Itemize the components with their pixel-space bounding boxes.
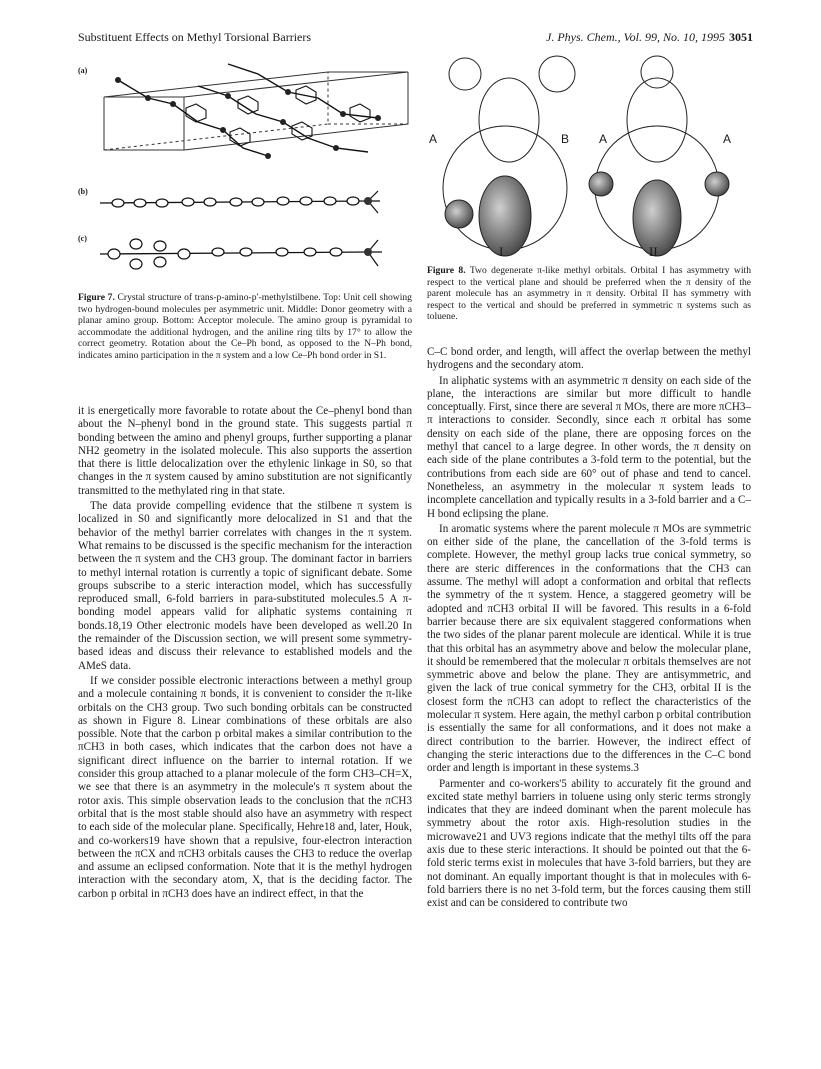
side-label-a-middle: A: [599, 132, 608, 146]
right-text-column: [427, 346, 751, 912]
side-label-b: B: [561, 132, 570, 146]
panel-label-a: (a): [78, 66, 88, 75]
paragraph: Parmenter and co-workers'5 ability to accurately fit the ground and excited state methyl barriers in toluene using only steric terms strongly indicates that they are indeed dominant when the parent molecule has symmetry about the rotor axis. High-resolution studies in the microwave21 and UV3 regions indicate that the methyl tilts off the para axis due to these steric interactions. It should be pointed out that the 6-fold steric terms exist in molecules that have 3-fold barriers, but they are not dominant. An equally important thought is that in molecules with 6-fold barriers there is no net 3-fold term, but the forces causing them still exist and can be considered to contribute two: [427, 777, 751, 910]
orbital-drawing: [427, 48, 757, 260]
figure7-caption: [78, 292, 412, 362]
panel-label-b: (b): [78, 187, 88, 196]
orbital-label-I: I: [499, 244, 504, 259]
figure8-caption-text: Two degenerate π-like methyl orbitals. Orbital I has asymmetry with respect to the vertical plane and should be preferred when the π density of the parent molecule has an asymmetry in π density. Orbital II has symmetry with respect to the vertical and should be preferred in symmetric π systems such as toluene.: [427, 265, 751, 323]
figure8-caption: [427, 265, 751, 323]
figure7-panel-c: [78, 230, 418, 280]
paragraph: In aliphatic systems with an asymmetric π density on each side of the plane, the interactions are similar but more difficult to handle conceptually. First, since there are several π MOs, there are more πCH3–π interactions to consider. Secondly, since each π orbital has some density on each side of the plane, there are opposing forces on the methyl that cancel to a large degree. In other words, the π density on each side of the plane contributes a 3-fold term to the potential, but the contributions from each side are 60° out of phase and tend to cancel. Nonetheless, an asymmetry in the molecular π system leads to incomplete cancellation and typically results in a 3-fold barrier and a C–H bond eclipsing the plane.: [427, 374, 751, 520]
running-header-citation: [546, 30, 753, 45]
figure7-caption-text: Crystal structure of trans-p-amino-p′-methylstilbene. Top: Unit cell showing two hydrogen-bound molecules per asymmetric unit. Middle: Donor geometry with a planar amino group. Bottom: Acceptor molecule. The amino group is pyramidal to accommodate the additional hydrogen, and the aniline ring tilts by 17° to allow the correct geometry. Rotation about the Ce–Ph bond, as opposed to the N–Ph bond, indicates amino participation in the π system and a low Ce–Ph bond order in S1.: [78, 292, 412, 361]
orbital-I: [443, 56, 575, 256]
page-number: 3051: [729, 30, 753, 44]
paragraph: C–C bond order, and length, will affect the overlap between the methyl hydrogens and the secondary atom.: [427, 346, 751, 372]
paragraph: In aromatic systems where the parent molecule π MOs are symmetric on either side of the plane, the cancellation of the 3-fold terms is complete. However, the methyl group lacks true conical symmetry, so there are steric differences in the conformations that the CH3 can assume. The methyl will adopt a conformation and orbital that reflects the symmetry of the π system. Hence, a staggered geometry will be adopted and πCH3 orbital II will be favored. This results in a 6-fold barrier because there are six equivalent staggered conformations when the two sides of the planar parent molecule are identical. While it is true that this orbital has an asymmetry above and below the molecular plane, it should be remembered that the molecular π orbitals themselves are not symmetric above and below the plane. They are antisymmetric, and given the lack of true conical symmetry for the CH3, orbital II is the closest form the πCH3 can adopt to reflect the characteristics of the molecular π system. Here again, the methyl carbon p orbital contribution is essentially the same for all conformations, and it does not make a direct contribution to the barrier. However, the indirect effect of changing the steric interactions due to the differences in the C–C bond order and length is important in these systems.3: [427, 522, 751, 775]
figure8-orbitals: [427, 48, 757, 260]
figure8-caption-label: Figure 8.: [427, 265, 466, 276]
unit-cell-drawing: [78, 52, 418, 182]
orbital-label-II: II: [649, 244, 658, 259]
figure7-panel-a: [78, 52, 418, 182]
orbital-II: [589, 56, 732, 256]
left-text-column: [78, 405, 412, 903]
figure7-caption-label: Figure 7.: [78, 292, 115, 303]
side-label-a-left: A: [429, 132, 438, 146]
side-label-a-right: A: [723, 132, 732, 146]
paragraph: The data provide compelling evidence that the stilbene π system is localized in S0 and significantly more delocalized in S1 and that the behavior of the methyl barrier correlates with changes in the π system. What remains to be discussed is the specific mechanism for the interaction between the π system and the CH3 group. The dominant factor in barriers to methyl internal rotation is currently a topic of significant debate. Some groups subscribe to a steric interaction model, which has successfully reproduced small, 6-fold barriers in para-substituted molecules.5 A π-bonding model appears valid for aliphatic systems containing π bonds.18,19 Other electronic models have been developed as well.20 In the remainder of the Discussion section, we will present some symmetry-based ideas and discuss their relevance to established models and the AMeS data.: [78, 500, 412, 672]
figure7-panel-b: [78, 183, 418, 225]
running-header-title: Substituent Effects on Methyl Torsional Barriers: [78, 30, 312, 44]
paragraph: If we consider possible electronic interactions between a methyl group and a molecule containing π bonds, it is convenient to consider the π-like orbitals on the CH3 group. Two such bonding orbitals can be constructed as shown in Figure 8. Linear combinations of these orbitals are also possible. Note that the carbon p orbital makes a similar contribution to the πCH3 in both cases, which indicates that the carbon does not have a significant direct influence on the barrier to internal rotation. If we consider this group attached to a planar molecule of the form CH3–CH=X, we see that there is an asymmetry in the molecule's π system about the rotor axis. This simple observation leads to the conclusion that the πCH3 orbital that is the most stable should also have an asymmetry with respect to each side of the molecular plane. Specifically, Hehre18 and, later, Houk, and co-workers19 have shown that a repulsive, four-electron interaction between the πCX and πCH3 orbitals causes the CH3 to reduce the overlap and assume an eclipsed conformation. Note that it is the methyl hydrogen interaction with the secondary atom, X, that is the deciding factor. The carbon p orbital in πCH3 does have an indirect effect, in that the: [78, 674, 412, 900]
acceptor-molecule-drawing: [78, 230, 418, 280]
donor-molecule-drawing: [78, 183, 418, 225]
panel-label-c: (c): [78, 234, 87, 243]
journal-citation: J. Phys. Chem., Vol. 99, No. 10, 1995: [546, 30, 725, 44]
paragraph: it is energetically more favorable to rotate about the Ce–phenyl bond than about the N–phenyl bond in the ground state. This suggests partial π bonding between the amino and phenyl groups, further supporting a planar NH2 geometry in the isolated molecule. This also supports the assertion that there is little delocalization over the ethylenic linkage in S0, so that changes in the π system caused by amino substitution are not significantly transmitted to the methylated ring in that state.: [78, 405, 412, 497]
